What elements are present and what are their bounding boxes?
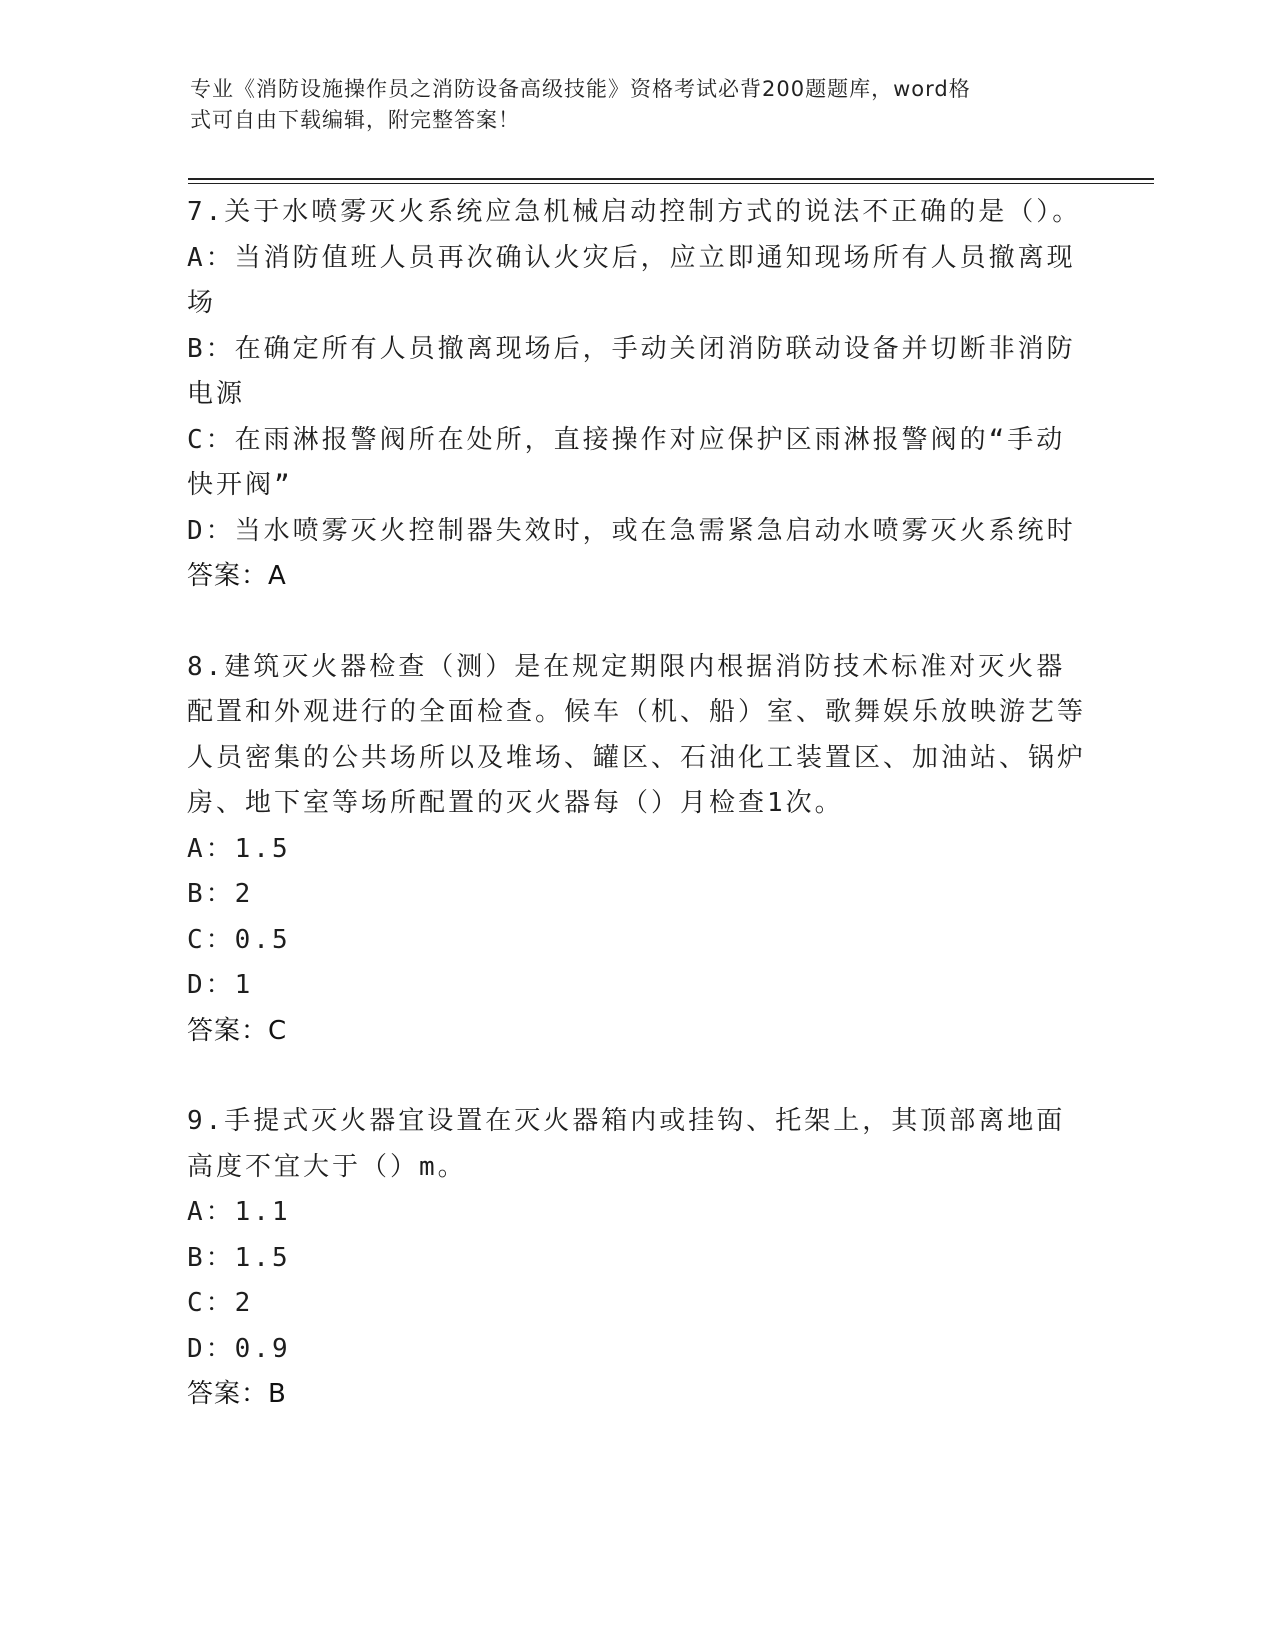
question-list <box>187 190 1087 1418</box>
option-c: C：在雨淋报警阀所在处所，直接操作对应保护区雨淋报警阀的“手动快开阀” <box>187 424 1066 500</box>
answer-label: 答案：A <box>187 561 287 591</box>
header-divider-thick <box>188 178 1154 180</box>
question-stem: 7.关于水喷雾灭火系统应急机械启动控制方式的说法不正确的是（）。 <box>187 197 1082 227</box>
question-9 <box>187 1099 1087 1418</box>
question-7 <box>187 190 1087 600</box>
option-c: C：0.5 <box>187 924 291 955</box>
question-stem: 9.手提式灭火器宜设置在灭火器箱内或挂钩、托架上，其顶部离地面高度不宜大于（）m。 <box>187 1106 1066 1182</box>
option-a: A：当消防值班人员再次确认火灾后，应立即通知现场所有人员撤离现场 <box>187 242 1076 318</box>
option-c: C：2 <box>187 1288 254 1318</box>
document-header <box>190 74 1070 136</box>
option-d: D：1 <box>187 970 254 1000</box>
option-a: A：1.5 <box>187 833 291 864</box>
option-b: B：2 <box>187 879 254 909</box>
option-d: D：0.9 <box>187 1333 291 1364</box>
option-b: B：1.5 <box>187 1242 291 1273</box>
option-b: B：在确定所有人员撤离现场后，手动关闭消防联动设备并切断非消防电源 <box>187 333 1076 409</box>
header-line-2: 式可自由下载编辑，附完整答案！ <box>190 108 520 132</box>
question-spacer <box>187 1054 1087 1099</box>
question-8 <box>187 645 1087 1055</box>
header-line-1: 专业《消防设施操作员之消防设备高级技能》资格考试必背200题题库，word格 <box>190 77 971 101</box>
answer-label: 答案：B <box>187 1379 287 1409</box>
option-a: A：1.1 <box>187 1197 291 1227</box>
question-spacer <box>187 600 1087 645</box>
answer-label: 答案：C <box>187 1015 288 1046</box>
question-stem: 8.建筑灭火器检查（测）是在规定期限内根据消防技术标准对灭火器配置和外观进行的全面检查。候车（机、船）室、歌舞娱乐放映游艺等人员密集的公共场所以及堆场、罐区、石油化工装置区、加油站、锅炉房、地下室等场所配置的灭火器每（）月检查1次。 <box>187 651 1087 818</box>
header-divider-thin <box>188 183 1154 184</box>
option-d: D：当水喷雾灭火控制器失效时，或在急需紧急启动水喷雾灭火系统时 <box>187 515 1076 546</box>
